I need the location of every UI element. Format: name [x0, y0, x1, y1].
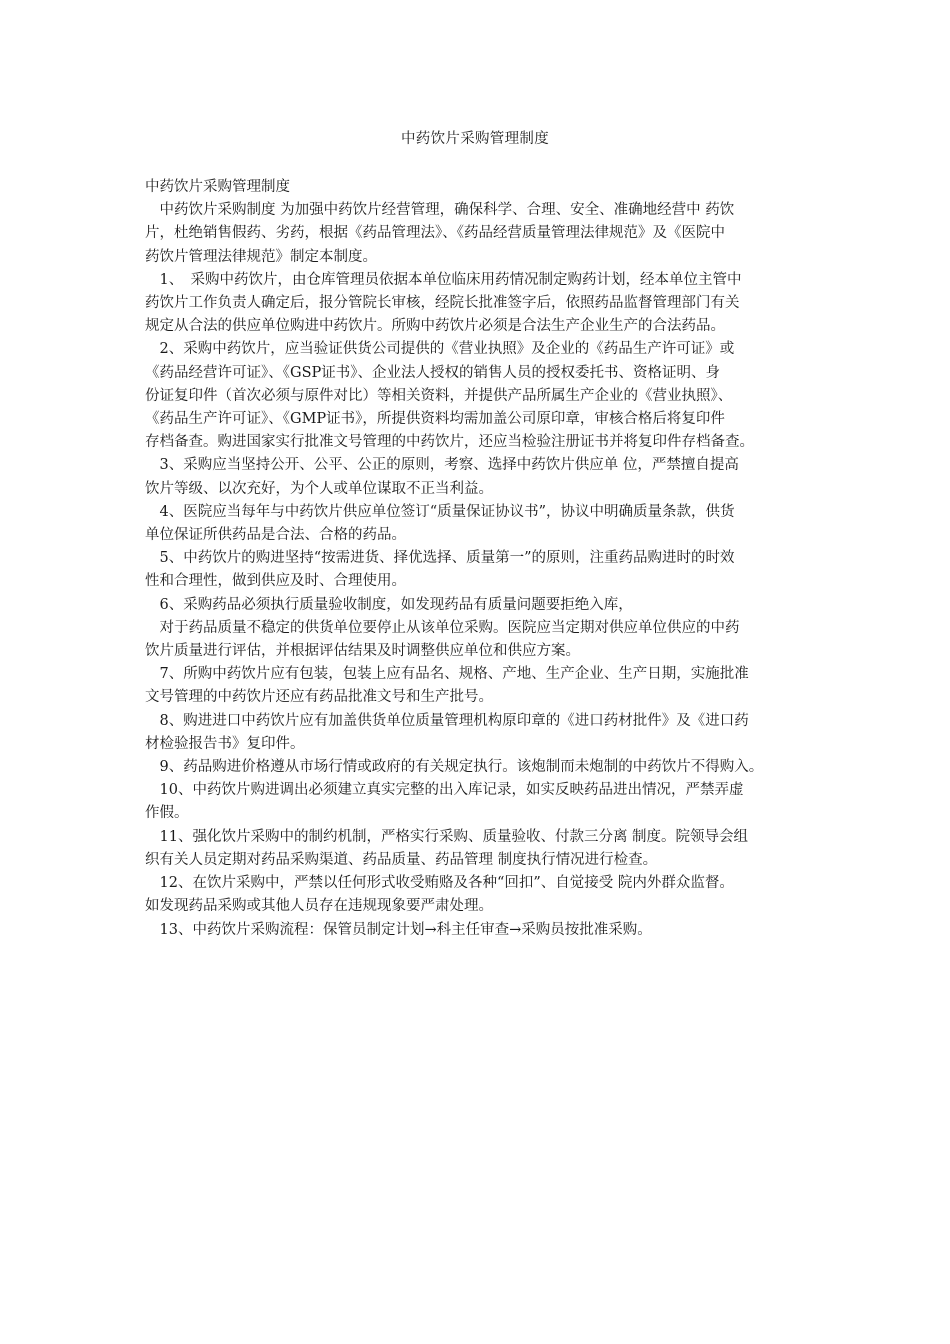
paragraph-line: 5、中药饮片的购进坚持“按需进货、择优选择、质量第一”的原则，注重药品购进时的时效 — [145, 550, 735, 567]
paragraph-line: 13、中药饮片采购流程：保管员制定计划→科主任审查→采购员按批准采购。 — [145, 921, 652, 938]
paragraph — [145, 756, 817, 779]
paragraph — [145, 594, 817, 664]
paragraph-line: 《药品经营许可证》、《GSP证书》、企业法人授权的销售人员的授权委托书、资格证明、身 — [145, 364, 721, 381]
document-body — [145, 176, 817, 942]
paragraph-line: 材检验报告书》复印件。 — [145, 735, 305, 752]
paragraph — [145, 547, 817, 593]
paragraph-line: 织有关人员定期对药品采购渠道、药品质量、药品管理 制度执行情况进行检查。 — [145, 851, 658, 868]
paragraph-line: 单位保证所供药品是合法、合格的药品。 — [145, 527, 406, 544]
paragraph-line: 规定从合法的供应单位购进中药饮片。所购中药饮片必须是合法生产企业生产的合法药品。 — [145, 318, 725, 335]
paragraph-line: 8、购进进口中药饮片应有加盖供货单位质量管理机构原印章的《进口药材批件》及《进口药 — [145, 712, 749, 729]
paragraph-line: 性和合理性，做到供应及时、合理使用。 — [145, 573, 406, 590]
paragraph-line: 3、采购应当坚持公开、公平、公正的原则，考察、选择中药饮片供应单 位，严禁擅自提高 — [145, 457, 739, 474]
paragraph-line: 份证复印件（首次必须与原件对比）等相关资料，并提供产品所属生产企业的《营业执照》、 — [145, 387, 733, 404]
paragraph-line: 6、采购药品必须执行质量验收制度，如发现药品有质量问题要拒绝入库， — [145, 596, 633, 613]
paragraph — [145, 454, 817, 500]
paragraph-line: 对于药品质量不稳定的供货单位要停止从该单位采购。医院应当定期对供应单位供应的中药 — [145, 619, 740, 636]
paragraph-list — [145, 199, 817, 942]
paragraph-line: 中药饮片采购制度 为加强中药饮片经营管理，确保科学、合理、安全、准确地经营中 药饮 — [145, 202, 735, 219]
paragraph — [145, 199, 817, 269]
paragraph-line: 12、在饮片采购中，严禁以任何形式收受贿赂及各种“回扣”、自觉接受 院内外群众监督。 — [145, 875, 734, 892]
document-subtitle: 中药饮片采购管理制度 — [145, 179, 290, 195]
paragraph — [145, 269, 817, 339]
paragraph — [145, 826, 817, 872]
paragraph-line: 11、强化饮片采购中的制约机制，严格实行采购、质量验收、付款三分离 制度。院领导会组 — [145, 828, 749, 845]
paragraph-line: 存档备查。购进国家实行批准文号管理的中药饮片，还应当检验注册证书并将复印件存档备查。 — [145, 434, 754, 451]
paragraph — [145, 710, 817, 756]
paragraph-line: 《药品生产许可证》、《GMP证书》，所提供资料均需加盖公司原印章，审核合格后将复印件 — [145, 411, 725, 428]
paragraph-line: 饮片质量进行评估，并根据评估结果及时调整供应单位和供应方案。 — [145, 643, 580, 660]
paragraph-line: 2、采购中药饮片，应当验证供货公司提供的《营业执照》及企业的《药品生产许可证》或 — [145, 341, 735, 358]
paragraph-line: 1、 采购中药饮片，由仓库管理员依据本单位临床用药情况制定购药计划，经本单位主管中 — [145, 271, 742, 288]
paragraph — [145, 663, 817, 709]
paragraph-line: 文号管理的中药饮片还应有药品批准文号和生产批号。 — [145, 689, 493, 706]
paragraph-line: 片，杜绝销售假药、劣药，根据《药品管理法》、《药品经营质量管理法律规范》及《医院中 — [145, 225, 725, 242]
paragraph-line: 7、所购中药饮片应有包装，包装上应有品名、规格、产地、生产企业、生产日期，实施批准 — [145, 666, 749, 683]
paragraph — [145, 501, 817, 547]
paragraph-line: 饮片等级、以次充好，为个人或单位谋取不正当利益。 — [145, 480, 493, 497]
paragraph — [145, 919, 817, 942]
paragraph — [145, 338, 817, 454]
paragraph-line: 药饮片管理法律规范》制定本制度。 — [145, 248, 377, 265]
paragraph-line: 9、药品购进价格遵从市场行情或政府的有关规定执行。该炮制而未炮制的中药饮片不得购入。 — [145, 759, 764, 776]
paragraph-line: 如发现药品采购或其他人员存在违规现象要严肃处理。 — [145, 898, 493, 915]
document-title: 中药饮片采购管理制度 — [401, 131, 549, 147]
paragraph — [145, 872, 817, 918]
paragraph-line: 10、中药饮片购进调出必须建立真实完整的出入库记录，如实反映药品进出情况，严禁弄虚 — [145, 782, 744, 799]
paragraph-line: 作假。 — [145, 805, 189, 822]
paragraph — [145, 779, 817, 825]
paragraph-line: 药饮片工作负责人确定后，报分管院长审核，经院长批准签字后，依照药品监督管理部门有关 — [145, 295, 740, 312]
paragraph-line: 4、医院应当每年与中药饮片供应单位签订“质量保证协议书”，协议中明确质量条款，供货 — [145, 503, 735, 520]
